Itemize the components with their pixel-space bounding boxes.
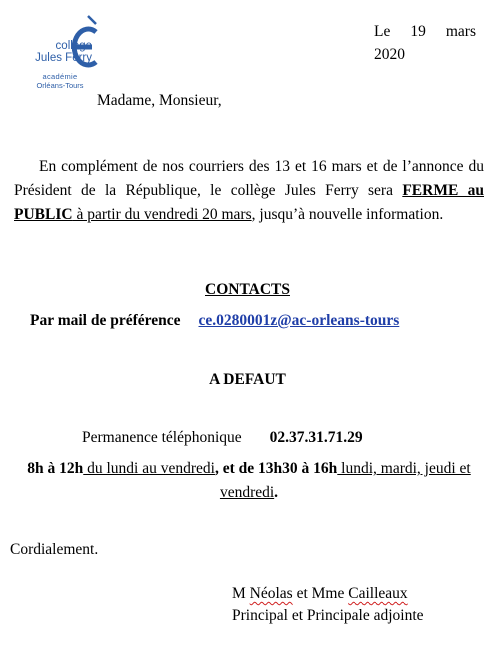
contacts-heading [0, 280, 495, 300]
logo-academie-text: académie [42, 72, 78, 81]
opening-hours [10, 457, 488, 505]
signature-names [232, 584, 408, 604]
morning-hours: 8h à 12h [27, 460, 84, 477]
signature-and: et Mme [292, 585, 349, 602]
mail-line [30, 311, 399, 331]
closed-notice: FERME au PUBLIC [14, 182, 484, 223]
mail-label: Par mail de préférence [30, 312, 181, 329]
phone-line [82, 428, 363, 448]
date-line-2: 2020 [374, 46, 405, 63]
signature-m: M [232, 585, 250, 602]
main-paragraph [14, 155, 484, 227]
hours-end: . [274, 484, 279, 501]
afternoon-days: lundi, mardi, jeudi et vendredi [219, 460, 471, 501]
greeting: Madame, Monsieur, [97, 92, 222, 109]
phone-number: 02.37.31.71.29 [269, 429, 363, 446]
paragraph-end: , jusqu’à nouvelle information. [251, 206, 444, 223]
email-link[interactable]: ce.0280001z@ac-orleans-tours [198, 312, 400, 329]
logo-college-text: collège [55, 40, 92, 52]
afternoon-hours: , et de 13h30 à 16h [214, 460, 338, 477]
fallback-heading: A DEFAUT [209, 371, 286, 388]
signature-titles: Principal et Principale adjointe [232, 607, 424, 624]
signature-name-2: Cailleaux [348, 585, 408, 602]
contacts-heading-text: CONTACTS [205, 281, 290, 298]
closure-date: à partir du vendredi 20 mars [72, 206, 252, 223]
logo-school-name: Jules Ferry [35, 52, 92, 64]
date-line-1: Le 19 mars [374, 23, 476, 40]
signature-name-1: Néolas [249, 585, 293, 602]
closing: Cordialement. [10, 541, 99, 558]
phone-label: Permanence téléphonique [82, 429, 242, 446]
college-logo [22, 12, 102, 104]
paragraph-intro: En complément de nos courriers des 13 et 16 mars et de l’annonce du Président de la République, le collège Jules Ferry sera [14, 158, 484, 199]
logo-region-text: Orléans-Tours [36, 81, 84, 90]
morning-days: du lundi au vendredi [83, 460, 215, 477]
